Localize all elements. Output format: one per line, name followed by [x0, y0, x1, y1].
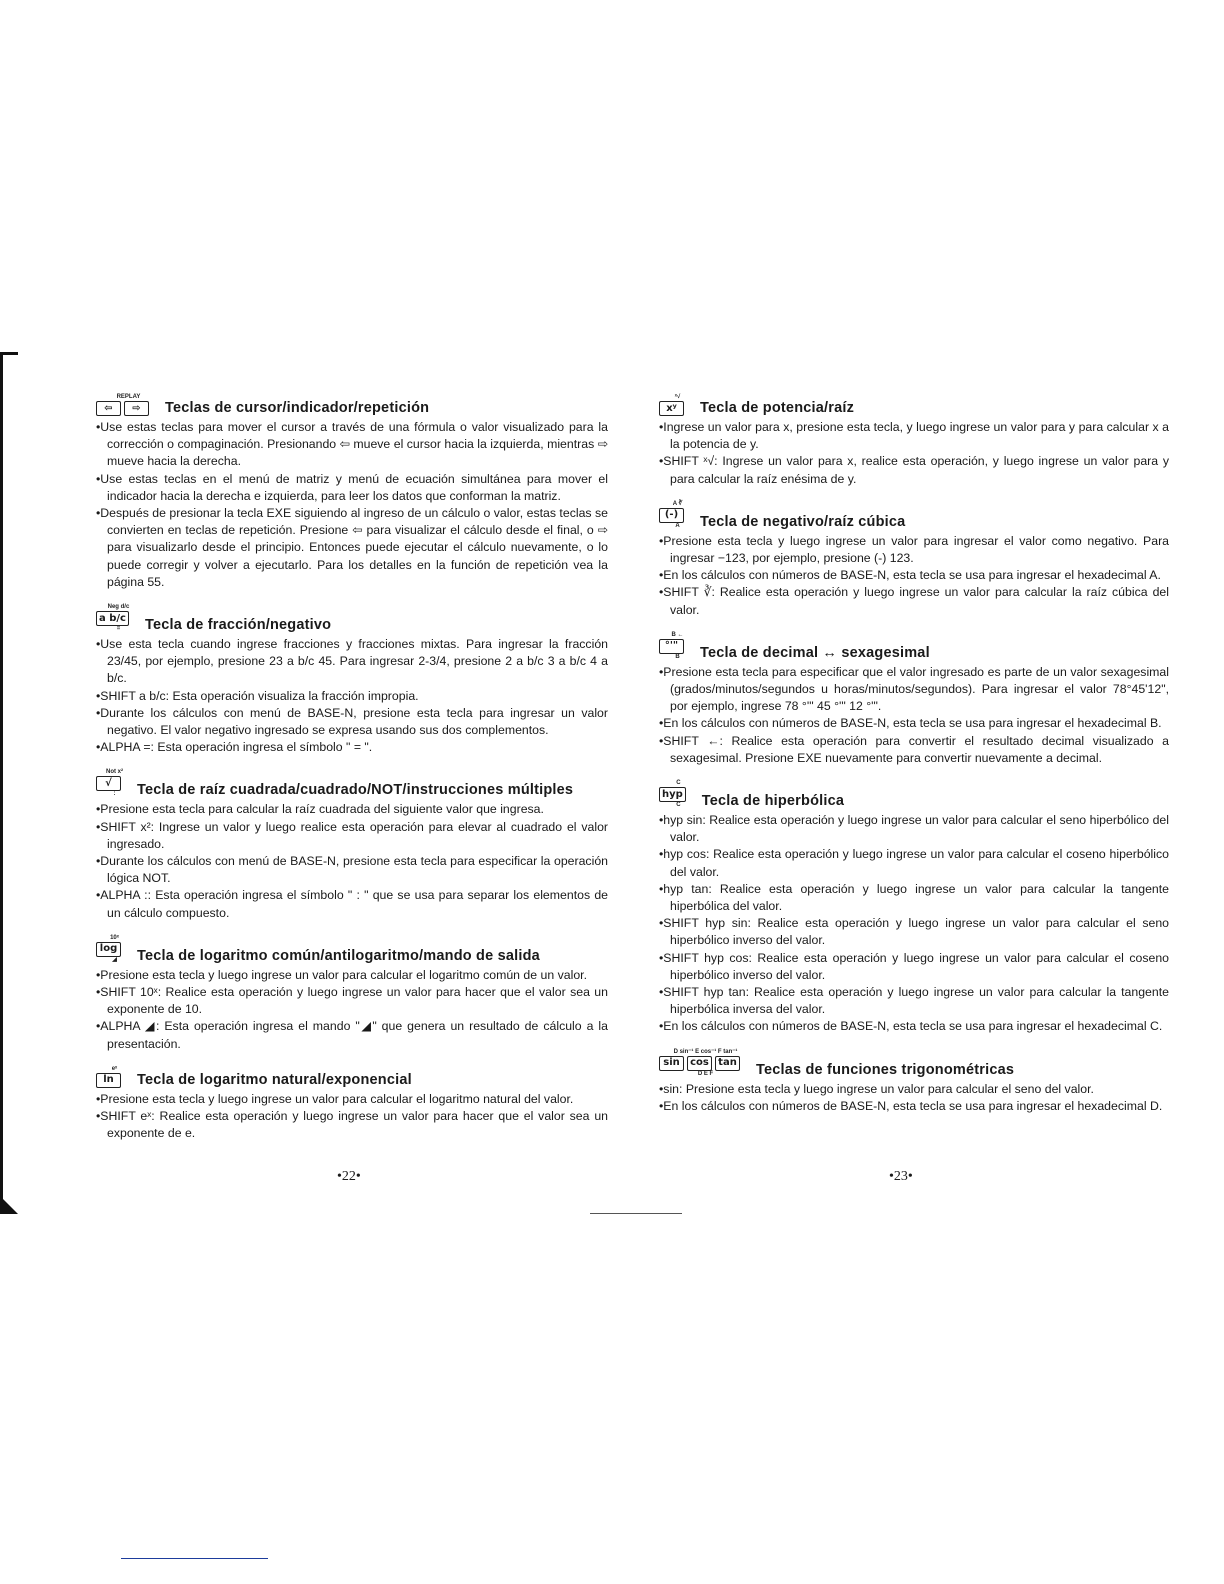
bullet-paragraph: •SHIFT hyp tan: Realice esta operación y luego ingrese un valor para calcular la tangente hiperbólica inversa del valor. — [659, 985, 1169, 1017]
center-rule — [590, 1213, 682, 1214]
bullet-paragraph: •ALPHA ◢: Esta operación ingresa el mando "◢" que genera un resultado de cálculo a la presentación. — [96, 1019, 608, 1051]
calculator-key-icon: (-) — [659, 508, 684, 523]
key-shift-label: B ← — [671, 631, 684, 638]
page-corner-mark — [0, 1196, 18, 1214]
bullet-paragraph: •SHIFT hyp cos: Realice esta operación y luego ingrese un valor para calcular el coseno hiperbólico inverso del valor. — [659, 950, 1169, 982]
key-group — [96, 393, 161, 416]
key-group — [96, 1065, 133, 1088]
key-group — [659, 631, 696, 661]
bullet-paragraph: •Use estas teclas para mover el cursor a través de una fórmula o valor visualizado para la corrección o compaginación. Presionando ⇦ mueve el cursor hacia la izquierda, mientras ⇨ mueve hacia la derecha. — [96, 420, 608, 469]
key-alpha-label: C — [676, 802, 681, 809]
bullet-paragraph: •hyp sin: Realice esta operación y luego ingrese un valor para calcular el seno hiperbólico del valor. — [659, 813, 1169, 845]
bullet-paragraph: •En los cálculos con números de BASE-N, esta tecla se usa para ingresar el hexadecimal D. — [659, 1098, 1163, 1113]
bullet-paragraph: •hyp cos: Realice esta operación y luego ingrese un valor para calcular el coseno hiperbólico del valor. — [659, 847, 1169, 879]
section — [96, 393, 608, 591]
key-alpha-label: ◢ — [112, 956, 117, 963]
section-title: Teclas de cursor/indicador/repetición — [165, 400, 430, 416]
calculator-key-icon: ln — [96, 1073, 121, 1088]
key-shift-label: A ∛ — [672, 500, 683, 507]
key-row — [659, 787, 689, 802]
section — [659, 500, 1169, 619]
footer-rule — [121, 1558, 268, 1559]
bullet-paragraph: •ALPHA :: Esta operación ingresa el símbolo " : " que se usa para separar los elementos de un cálculo compuesto. — [96, 888, 608, 920]
bullet-paragraph: •Use estas teclas en el menú de matriz y menú de ecuación simultánea para mover el indicador hacia la derecha e izquierda, para leer los datos que conforman la matriz. — [96, 471, 608, 503]
bullet-paragraph: •SHIFT ∛: Realice esta operación y luego ingrese un valor para calcular la raíz cúbica del valor. — [659, 585, 1169, 617]
key-shift-label: D sin⁻¹ E cos⁻¹ F tan⁻¹ — [673, 1048, 738, 1055]
key-row — [96, 401, 152, 416]
calculator-key-icon: °'" — [659, 639, 684, 654]
section-header — [659, 1048, 1169, 1078]
bullet-paragraph: •hyp tan: Realice esta operación y luego ingrese un valor para calcular la tangente hiperbólica del valor. — [659, 881, 1169, 914]
section-title: Tecla de raíz cuadrada/cuadrado/NOT/instrucciones múltiples — [137, 782, 574, 799]
bullet-paragraph: •SHIFT a b/c: Esta operación visualiza la fracción impropia. — [96, 688, 419, 703]
bullet-paragraph: •En los cálculos con números de BASE-N, esta tecla se usa para ingresar el hexadecimal A. — [659, 568, 1161, 583]
key-shift-label: eˣ — [111, 1065, 118, 1072]
key-row — [96, 942, 124, 957]
section-title: Teclas de funciones trigonométricas — [756, 1061, 1015, 1078]
section — [659, 779, 1169, 1036]
section-header — [96, 934, 608, 964]
key-row — [659, 401, 687, 416]
key-shift-label: C — [676, 780, 681, 787]
bullet-paragraph: •Durante los cálculos con menú de BASE-N, presione esta tecla para ingresar un valor negativo. El valor negativo ingresado se expresa usando sus dos complementos. — [96, 705, 608, 738]
bullet-paragraph: •SHIFT hyp sin: Realice esta operación y luego ingrese un valor para calcular el seno hiperbólico inverso del valor. — [659, 916, 1169, 948]
page-number-right: •23• — [889, 1169, 913, 1184]
key-row — [659, 508, 687, 523]
calculator-key-icon: √ — [96, 776, 121, 791]
key-shift-label: ˣ√ — [674, 394, 681, 400]
key-group — [659, 779, 698, 809]
bullet-paragraph: •ALPHA =: Esta operación ingresa el símbolo " = ". — [96, 740, 373, 755]
bullet-paragraph: •SHIFT ˣ√: Ingrese un valor para x, realice esta operación, y luego ingrese un valor para y para calcular la raíz enésima de y. — [659, 454, 1169, 486]
calculator-key-icon: log — [96, 942, 121, 957]
key-alpha-label: A — [675, 522, 680, 529]
key-group — [96, 768, 133, 798]
section — [96, 768, 608, 921]
key-alpha-label: B — [675, 653, 680, 660]
key-row — [659, 1056, 743, 1071]
calculator-key-icon: xʸ — [659, 401, 684, 416]
left-page — [96, 393, 608, 1155]
key-group — [96, 603, 141, 633]
section-title: Tecla de fracción/negativo — [144, 617, 332, 634]
section-header — [96, 393, 608, 416]
section-header — [659, 393, 1169, 416]
key-row — [96, 611, 132, 626]
section-title: Tecla de negativo/raíz cúbica — [700, 513, 906, 530]
bullet-paragraph: •Después de presionar la tecla EXE siguiendo al ingreso de un cálculo o valor, estas teclas se convierten en teclas de repetición. Presione ⇦ para visualizar el cálculo desde el final, o ⇨ para visualizarlo desde el principio. Entonces puede ejecutar el cálculo nuevamente, o lo puede corregir y volver a ejecutarlo. Para los detalles en la función de repetición vea la página 55. — [96, 506, 608, 589]
section-title: Tecla de logaritmo natural/exponencial — [137, 1071, 412, 1088]
key-shift-label: Neg d/c — [107, 604, 130, 611]
calculator-key-icon: ⇨ — [124, 401, 149, 416]
calculator-key-icon: a b/c — [96, 611, 129, 626]
bullet-paragraph: •Presione esta tecla para especificar que el valor ingresado es parte de un valor sexagesimal (grados/minutos/segundos u horas/minutos/segundos). Para ingresar el valor 78°45'12", por ejemplo, ingrese 78 °'" 45 °'" 12 °'". — [659, 664, 1169, 714]
bullet-paragraph: •Presione esta tecla y luego ingrese un valor para calcular el logaritmo común de un valor. — [96, 967, 587, 982]
bullet-paragraph: •Presione esta tecla y luego ingrese un valor para ingresar el valor como negativo. Para ingresar −123, por ejemplo, presione (-) 123. — [659, 533, 1169, 566]
section-title: Tecla de hiperbólica — [701, 793, 845, 810]
section-header — [659, 779, 1169, 809]
bullet-paragraph: •En los cálculos con números de BASE-N, esta tecla se usa para ingresar el hexadecimal C. — [659, 1019, 1163, 1034]
section — [96, 1065, 608, 1143]
section — [96, 603, 608, 756]
section — [659, 393, 1169, 488]
page-number-left: •22• — [337, 1169, 361, 1184]
bullet-paragraph: •Presione esta tecla y luego ingrese un valor para calcular el logaritmo natural del valor. — [96, 1091, 574, 1106]
key-alpha-label: D E F — [697, 1070, 714, 1077]
section-title: Tecla de decimal ↔ sexagesimal — [700, 644, 930, 661]
bullet-paragraph: •SHIFT ←: Realice esta operación para convertir el resultado decimal visualizado a sexagesimal. Presione EXE nuevamente para convertir nuevamente a decimal. — [659, 733, 1169, 765]
calculator-key-icon: sin — [659, 1056, 684, 1071]
calculator-key-icon: cos — [687, 1056, 712, 1071]
section-header — [96, 768, 608, 798]
key-group — [659, 1048, 752, 1078]
bullet-paragraph: •SHIFT 10ˣ: Realice esta operación y luego ingrese un valor para hacer que el valor sea un exponente de 10. — [96, 985, 608, 1017]
bullet-paragraph: •Durante los cálculos con menú de BASE-N, presione esta tecla para especificar la operación lógica NOT. — [96, 854, 608, 886]
key-alpha-label: = — [116, 626, 121, 633]
bullet-paragraph: •sin: Presione esta tecla y luego ingrese un valor para calcular el seno del valor. — [659, 1081, 1094, 1096]
binding-edge-cap — [0, 352, 18, 355]
key-shift-label: Not x² — [106, 769, 123, 776]
section — [96, 934, 608, 1053]
key-shift-label: REPLAY — [116, 394, 141, 400]
bullet-paragraph: •SHIFT x²: Ingrese un valor y luego realice esta operación para elevar al cuadrado el valor ingresado. — [96, 819, 608, 851]
section-header — [96, 603, 608, 633]
bullet-paragraph: •En los cálculos con números de BASE-N, esta tecla se usa para ingresar el hexadecimal B. — [659, 716, 1162, 731]
key-group — [659, 500, 696, 530]
section-header — [659, 631, 1169, 661]
bullet-paragraph: •Use esta tecla cuando ingrese fracciones y fracciones mixtas. Para ingresar la fracción 23/45, por ejemplo, presione 23 a b/c 45. Para ingresar 2-3/4, presione 2 a b/c 3 a b/c 4 a b/c. — [96, 637, 608, 686]
key-row — [96, 776, 124, 791]
key-shift-label: 10ˣ — [110, 934, 119, 941]
key-row — [96, 1073, 124, 1088]
key-row — [659, 639, 687, 654]
section — [659, 1048, 1169, 1115]
right-page — [659, 393, 1169, 1127]
section-title: Tecla de potencia/raíz — [700, 400, 855, 416]
calculator-key-icon: tan — [715, 1056, 740, 1071]
key-group — [659, 393, 696, 416]
calculator-key-icon: ⇦ — [96, 401, 121, 416]
section-title: Tecla de logaritmo común/antilogaritmo/mando de salida — [137, 947, 540, 964]
key-alpha-label: : — [113, 791, 116, 798]
section-header — [659, 500, 1169, 530]
bullet-paragraph: •SHIFT eˣ: Realice esta operación y luego ingrese un valor para hacer que el valor sea un exponente de e. — [96, 1109, 608, 1141]
key-group — [96, 934, 133, 964]
section-header — [96, 1065, 608, 1088]
calculator-key-icon: hyp — [659, 787, 686, 802]
bullet-paragraph: •Presione esta tecla para calcular la raíz cuadrada del siguiente valor que ingresa. — [96, 802, 544, 817]
bullet-paragraph: •Ingrese un valor para x, presione esta tecla, y luego ingrese un valor para y para calcular x a la potencia de y. — [659, 420, 1169, 452]
section — [659, 631, 1169, 767]
binding-edge — [0, 352, 3, 1210]
